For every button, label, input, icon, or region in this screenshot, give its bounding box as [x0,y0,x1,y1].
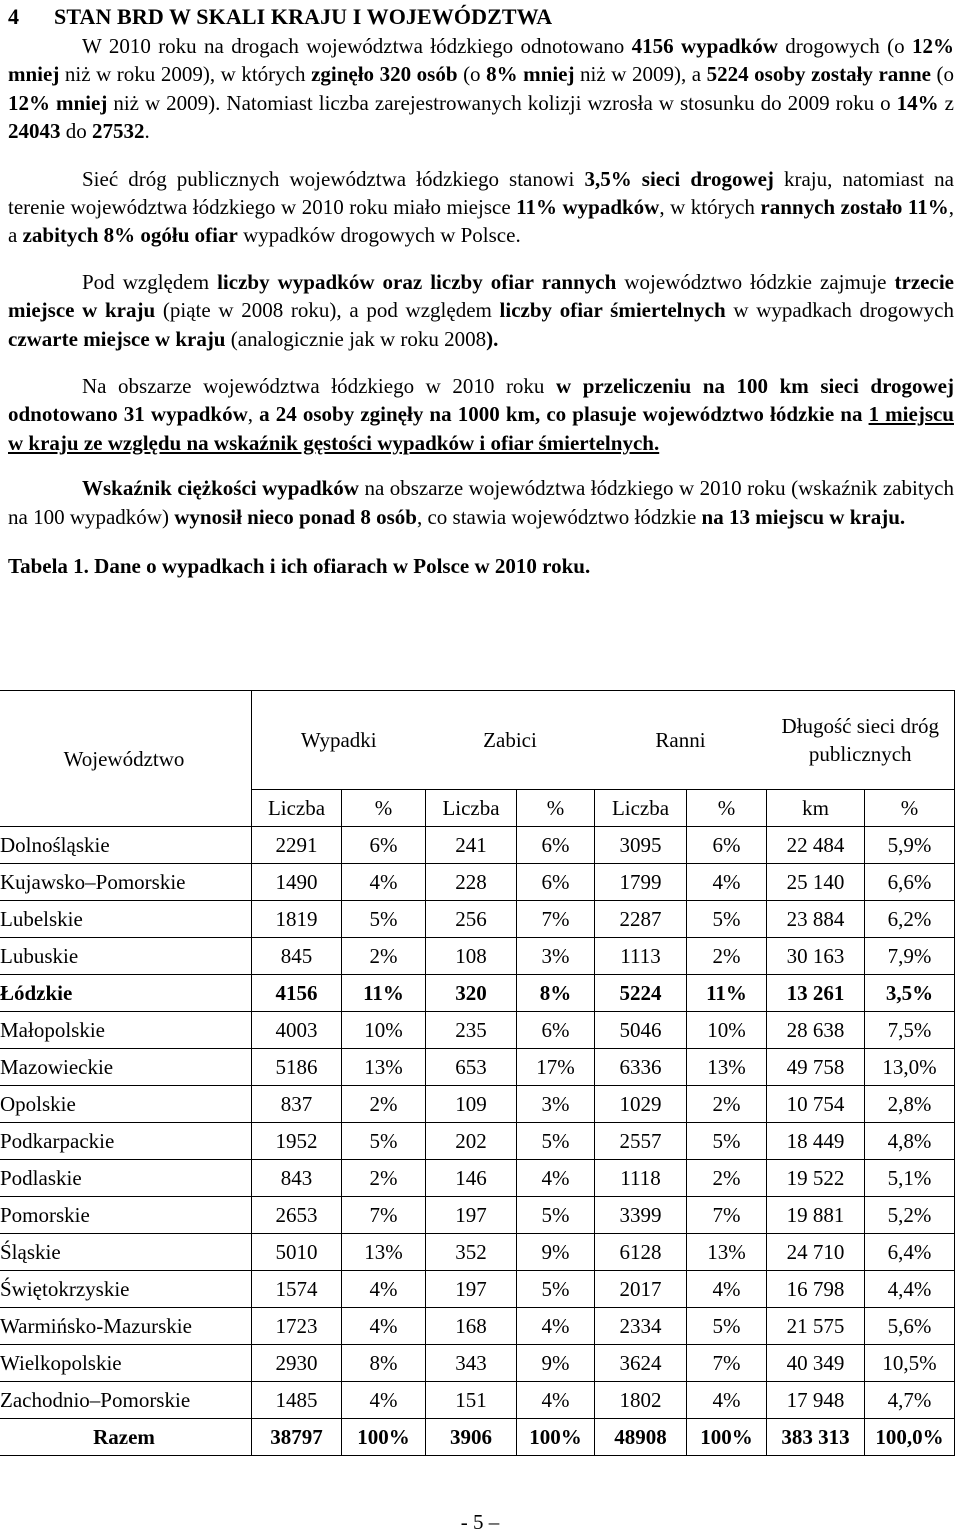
bold-text-run: ). [486,326,499,351]
table-cell: 4% [687,864,767,901]
bold-text-run: 24043 [8,119,61,144]
table-cell: 383 313 [767,1419,865,1456]
table-cell: 11% [687,975,767,1012]
table-cell: 5% [517,1197,595,1234]
text-run: W 2010 roku na drogach województwa łódzkiego odnotowano [82,34,632,58]
table-cell: 1490 [252,864,342,901]
text-run: (o [930,62,954,87]
table-cell: 2653 [252,1197,342,1234]
bold-text-run: na 13 miejscu w kraju. [701,504,906,529]
table-cell: 3% [517,938,595,975]
bold-text-run: 12% mniej [8,34,954,87]
text-run: niż w roku 2009), w których [59,62,312,87]
table-cell: 4% [687,1271,767,1308]
table-cell: 4% [687,1382,767,1419]
text-run: , a [8,195,955,248]
region-name: Razem [0,1419,252,1456]
table-cell: 19 522 [767,1160,865,1197]
subheader-cell: km [767,790,865,827]
bold-text-run: liczby ofiar śmiertelnych [499,298,726,323]
table-cell: 1485 [252,1382,342,1419]
table-cell: 5% [687,1123,767,1160]
table-cell: 4% [342,1308,426,1345]
table-cell: 228 [426,864,517,901]
bold-text-run: 8% mniej [486,62,575,87]
table-cell: 5224 [595,975,687,1012]
text-run: do [60,119,92,144]
table-cell: 151 [426,1382,517,1419]
table-cell: 8% [517,975,595,1012]
table-cell: 17 948 [767,1382,865,1419]
table-cell: 2% [342,1160,426,1197]
table-cell: 2930 [252,1345,342,1382]
table-cell: 6% [517,827,595,864]
table-cell: 2% [342,1086,426,1123]
table-cell: 5,1% [865,1160,955,1197]
text-run: , w których [659,195,761,220]
table-row [0,1012,955,1049]
paragraph [8,474,954,531]
table-caption: Tabela 1. Dane o wypadkach i ich ofiarach w Polsce w 2010 roku. [8,554,591,579]
table-cell: 108 [426,938,517,975]
table-cell: 9% [517,1234,595,1271]
table-cell: 40 349 [767,1345,865,1382]
table-row [0,1123,955,1160]
bold-text-run: w przeliczeniu na 100 km sieci drogowej odnotowano 31 wypadków [8,374,954,427]
subheader-cell: % [517,790,595,827]
bold-text-run: trzecie miejsce w kraju [8,269,954,323]
bold-text-run: Wskaźnik ciężkości wypadków [82,476,359,501]
table-row [0,1271,955,1308]
table-cell: 2557 [595,1123,687,1160]
table-cell: 18 449 [767,1123,865,1160]
table-cell: 21 575 [767,1308,865,1345]
table-cell: 2% [687,1086,767,1123]
header-ranni: Ranni [595,691,767,790]
table-cell: 3399 [595,1197,687,1234]
paragraph [8,32,954,146]
region-name: Zachodnio–Pomorskie [0,1382,252,1419]
table-cell: 4% [517,1382,595,1419]
table-cell: 3624 [595,1345,687,1382]
table-cell: 100% [517,1419,595,1456]
text-run: niż w 2009). Natomiast liczba zarejestrowanych kolizji wzrosła w stosunku do 2009 roku o [107,90,897,115]
table-cell: 48908 [595,1419,687,1456]
table-cell: 4% [342,1382,426,1419]
table-row [0,1049,955,1086]
table-cell: 13% [687,1049,767,1086]
table-cell: 28 638 [767,1012,865,1049]
table-row [0,1160,955,1197]
bold-text-run: rannych zostało 11% [760,195,949,220]
text-run: Sieć dróg publicznych województwa łódzkiego stanowi [82,166,585,191]
table-cell: 4% [517,1160,595,1197]
table-cell: 1113 [595,938,687,975]
table-cell: 13 261 [767,975,865,1012]
table-cell: 100% [342,1419,426,1456]
table-cell: 2291 [252,827,342,864]
table-row [0,1086,955,1123]
table-row [0,1197,955,1234]
region-name: Pomorskie [0,1197,252,1234]
bold-text-run: zginęło 320 osób [311,62,458,87]
table-cell: 109 [426,1086,517,1123]
table-cell: 17% [517,1049,595,1086]
text-run: drogowych (o [777,34,912,58]
table-cell: 6% [517,1012,595,1049]
bold-text-run: 5224 osoby zostały ranne [706,62,931,87]
table-cell: 30 163 [767,938,865,975]
header-region: Województwo [0,691,252,827]
table-cell: 7% [687,1345,767,1382]
table-cell: 6128 [595,1234,687,1271]
table-cell: 1799 [595,864,687,901]
table-row [0,938,955,975]
document-page [8,0,954,579]
table-cell: 5% [342,1123,426,1160]
table-cell: 6% [517,864,595,901]
table-cell: 7% [517,901,595,938]
table-cell: 1029 [595,1086,687,1123]
table-cell: 25 140 [767,864,865,901]
bold-text-run: 27532 [92,119,145,144]
table-row [0,1345,955,1382]
section-number: 4 [8,4,20,29]
text-run: (o [457,62,487,87]
table-cell: 4% [517,1308,595,1345]
table-cell: 5010 [252,1234,342,1271]
bold-text-run: 4156 wypadków [631,34,778,58]
table-cell: 241 [426,827,517,864]
text-run: (piąte w 2008 roku), a pod względem [155,298,500,323]
table-cell: 5046 [595,1012,687,1049]
subheader-cell: % [687,790,767,827]
table-cell: 5,9% [865,827,955,864]
table-cell: 6336 [595,1049,687,1086]
bold-text-run: liczby wypadków oraz liczby ofiar rannych [217,269,617,294]
text-run: kraju, natomiast na terenie województwa łódzkiego w 2010 roku miało miejsce [8,166,954,220]
table-cell: 4% [342,1271,426,1308]
table-cell: 4156 [252,975,342,1012]
region-name: Lubelskie [0,901,252,938]
table-cell: 10 754 [767,1086,865,1123]
table-cell: 256 [426,901,517,938]
table-cell: 5,6% [865,1308,955,1345]
table-cell: 4% [342,864,426,901]
table-cell: 100% [687,1419,767,1456]
table-header-row [0,691,955,790]
bold-text-run: czwarte miejsce w kraju [8,326,226,351]
table-cell: 845 [252,938,342,975]
table-cell: 7,9% [865,938,955,975]
header-dlugosc: Długość sieci dróg publicznych [767,691,955,790]
header-wypadki: Wypadki [252,691,426,790]
table-cell: 197 [426,1197,517,1234]
table-cell: 24 710 [767,1234,865,1271]
table-cell: 2% [687,938,767,975]
table-cell: 4,8% [865,1123,955,1160]
table-cell: 5% [342,901,426,938]
table-cell: 13,0% [865,1049,955,1086]
table-row [0,1308,955,1345]
subheader-cell: % [342,790,426,827]
text-run: wypadków drogowych w Polsce. [237,223,521,248]
table-cell: 1819 [252,901,342,938]
table-cell: 2% [687,1160,767,1197]
subheader-cell: Liczba [252,790,342,827]
table-cell: 1574 [252,1271,342,1308]
table-row [0,1234,955,1271]
region-name: Małopolskie [0,1012,252,1049]
header-zabici: Zabici [426,691,595,790]
table-cell: 202 [426,1123,517,1160]
page-number: - 5 – [460,1510,500,1534]
text-run: w wypadkach drogowych [725,298,955,323]
table-cell: 320 [426,975,517,1012]
table-cell: 5% [687,1308,767,1345]
table-cell: 13% [342,1234,426,1271]
table-cell: 9% [517,1345,595,1382]
table-cell: 5% [517,1271,595,1308]
table-cell: 1952 [252,1123,342,1160]
region-name: Łódzkie [0,975,252,1012]
region-name: Kujawsko–Pomorskie [0,864,252,901]
table-cell: 5,2% [865,1197,955,1234]
region-name: Podkarpackie [0,1123,252,1160]
table-cell: 843 [252,1160,342,1197]
table-row [0,1382,955,1419]
bold-text-run: 12% mniej [8,90,108,115]
table-cell: 3,5% [865,975,955,1012]
table-cell: 16 798 [767,1271,865,1308]
table-cell: 653 [426,1049,517,1086]
table-cell: 2017 [595,1271,687,1308]
table-cell: 4,4% [865,1271,955,1308]
table-cell: 8% [342,1345,426,1382]
accidents-table [0,690,955,1456]
table-cell: 1723 [252,1308,342,1345]
region-name: Świętokrzyskie [0,1271,252,1308]
table-cell: 6% [342,827,426,864]
table-cell: 197 [426,1271,517,1308]
region-name: Lubuskie [0,938,252,975]
table-cell: 6,6% [865,864,955,901]
table-cell: 6,2% [865,901,955,938]
text-run: Pod względem [82,269,218,294]
region-name: Mazowieckie [0,1049,252,1086]
table-cell: 100,0% [865,1419,955,1456]
bold-text-run: 11% wypadków [516,195,660,220]
table-cell: 3% [517,1086,595,1123]
table-cell: 2,8% [865,1086,955,1123]
table-cell: 1802 [595,1382,687,1419]
region-name: Opolskie [0,1086,252,1123]
paragraph [8,268,954,353]
bold-text-run: wynosił nieco ponad 8 osób [174,504,417,529]
table-cell: 2% [342,938,426,975]
bold-text-run: 3,5% sieci drogowej [584,166,774,191]
paragraph [8,165,954,250]
text-run: (analogicznie jak w roku 2008 [225,326,487,351]
region-name: Śląskie [0,1234,252,1271]
table-cell: 1118 [595,1160,687,1197]
text-run: , co stawia województwo łódzkie [416,504,702,529]
region-name: Dolnośląskie [0,827,252,864]
bold-text-run: a 24 osoby zginęły na 1000 km, co plasuje województwo łódzkie na [259,402,869,427]
bold-text-run: zabitych 8% ogółu ofiar [22,223,238,248]
table-row [0,864,955,901]
table-cell: 6,4% [865,1234,955,1271]
region-name: Wielkopolskie [0,1345,252,1382]
table-row [0,827,955,864]
table-cell: 5% [687,901,767,938]
table-cell: 837 [252,1086,342,1123]
region-name: Podlaskie [0,1160,252,1197]
table-cell: 7% [687,1197,767,1234]
table-cell: 11% [342,975,426,1012]
bold-text-run: 14% [896,90,939,115]
table-cell: 13% [342,1049,426,1086]
section-title: STAN BRD W SKALI KRAJU I WOJEWÓDZTWA [54,4,553,29]
table-cell: 352 [426,1234,517,1271]
table-row [0,975,955,1012]
table-cell: 38797 [252,1419,342,1456]
table-cell: 23 884 [767,901,865,938]
table-cell: 13% [687,1234,767,1271]
table-cell: 4003 [252,1012,342,1049]
text-run: Na obszarze województwa łódzkiego w 2010 roku [82,374,557,399]
bold-text-run: 1 miejscu w kraju ze względu na wskaźnik gęstości wypadków i ofiar śmiertelnych. [8,402,954,455]
text-run: na obszarze województwa łódzkiego w 2010 roku (wskaźnik zabitych na 100 wypadków) [8,476,954,529]
table-row [0,901,955,938]
text-run: . [144,119,150,144]
table-cell: 343 [426,1345,517,1382]
table-cell: 168 [426,1308,517,1345]
paragraph [8,372,954,457]
subheader-cell: Liczba [426,790,517,827]
table-cell: 6% [687,827,767,864]
table-cell: 3906 [426,1419,517,1456]
subheader-cell: Liczba [595,790,687,827]
text-run: województwo łódzkie zajmuje [616,269,895,294]
table-body [0,827,955,1456]
table-cell: 146 [426,1160,517,1197]
subheader-cell: % [865,790,955,827]
table-cell: 235 [426,1012,517,1049]
text-run: z [938,90,954,115]
region-name: Warmińsko-Mazurskie [0,1308,252,1345]
section-heading [8,0,954,32]
table-cell: 2334 [595,1308,687,1345]
table-cell: 3095 [595,827,687,864]
table-cell: 49 758 [767,1049,865,1086]
table-cell: 7% [342,1197,426,1234]
table-cell: 5% [517,1123,595,1160]
table-total-row [0,1419,955,1456]
text-run: , [247,402,260,427]
text-run: niż w 2009), a [574,62,707,87]
table-cell: 7,5% [865,1012,955,1049]
table-cell: 19 881 [767,1197,865,1234]
table-cell: 10% [342,1012,426,1049]
table-cell: 5186 [252,1049,342,1086]
table-cell: 10,5% [865,1345,955,1382]
table-cell: 4,7% [865,1382,955,1419]
table-cell: 2287 [595,901,687,938]
table-cell: 22 484 [767,827,865,864]
table-cell: 10% [687,1012,767,1049]
